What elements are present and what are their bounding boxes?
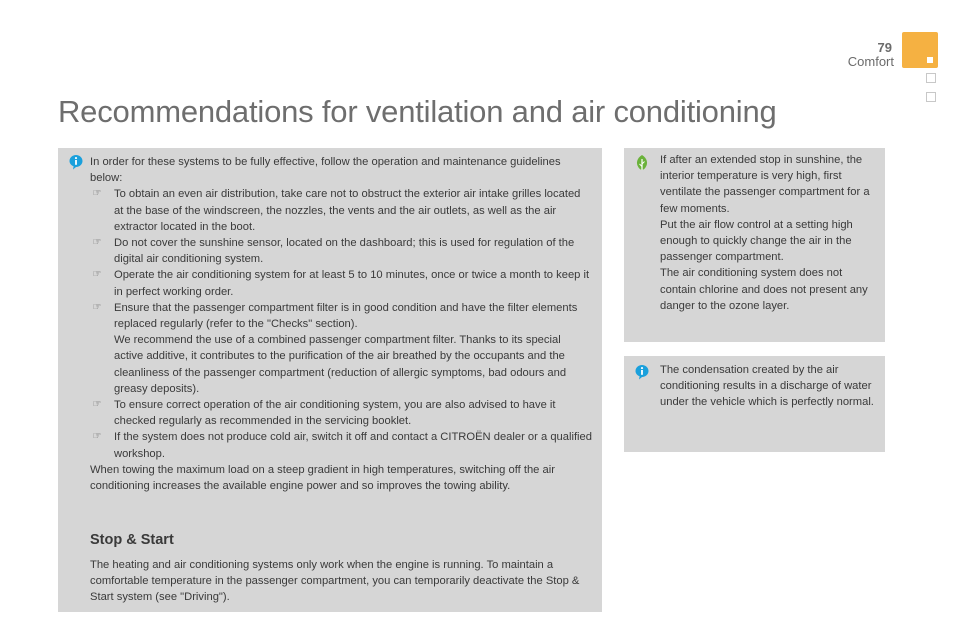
eco-tip-text bbox=[660, 152, 874, 314]
section-tab[interactable] bbox=[926, 92, 936, 102]
condensation-panel bbox=[624, 356, 885, 452]
stop-start-section bbox=[90, 557, 594, 606]
list-item-text: To ensure correct operation of the air conditioning system, you are also advised to have it checked regularly as recommended in the servicing booklet. bbox=[114, 399, 556, 428]
eco-tip-line: The air conditioning system does not contain chlorine and does not present any danger to the ozone layer. bbox=[660, 267, 868, 312]
recommendations-text bbox=[90, 154, 592, 494]
recommendations-list bbox=[90, 186, 592, 461]
pointing-hand-icon: ☞ bbox=[92, 269, 102, 281]
pointing-hand-icon: ☞ bbox=[92, 237, 102, 249]
pointing-hand-icon: ☞ bbox=[92, 431, 102, 443]
section-tab-marker bbox=[927, 57, 933, 63]
list-item-text: Do not cover the sunshine sensor, located on the dashboard; this is used for regulation of the digital air conditioning system. bbox=[114, 237, 575, 266]
recommendations-panel bbox=[58, 148, 602, 612]
condensation-text bbox=[660, 362, 874, 411]
intro-text: In order for these systems to be fully effective, follow the operation and maintenance guidelines below: bbox=[90, 156, 561, 185]
pointing-hand-icon: ☞ bbox=[92, 301, 102, 313]
info-icon bbox=[634, 364, 650, 380]
list-item bbox=[90, 300, 592, 397]
page-title: Recommendations for ventilation and air conditioning bbox=[58, 94, 777, 129]
pointing-hand-icon: ☞ bbox=[92, 188, 102, 200]
list-item bbox=[90, 429, 592, 461]
eco-tip-line: Put the air flow control at a setting high enough to quickly change the air in the passenger compartment. bbox=[660, 218, 853, 264]
pointing-hand-icon: ☞ bbox=[92, 399, 102, 411]
info-icon bbox=[68, 154, 84, 170]
list-item-text: If the system does not produce cold air, switch it off and contact a CITROËN dealer or a qualified workshop. bbox=[114, 431, 592, 460]
stop-start-text: The heating and air conditioning systems only work when the engine is running. To maintain a comfortable temperature in the passenger compartment, you can temporarily deactivate the Stop & Start system (see "Driving"). bbox=[90, 559, 580, 604]
list-item bbox=[90, 267, 592, 299]
list-item-text: Operate the air conditioning system for at least 5 to 10 minutes, once or twice a month to keep it in perfect working order. bbox=[114, 269, 590, 298]
section-name: Comfort bbox=[847, 54, 894, 69]
filter-note: We recommend the use of a combined passenger compartment filter. Thanks to its special active additive, it contributes to the purification of the air breathed by the occupants and the cleanliness of the passenger compartment (reduction of allergic symptoms, bad odours and greasy deposits). bbox=[114, 334, 567, 395]
list-item bbox=[90, 235, 592, 267]
section-tab[interactable] bbox=[926, 73, 936, 83]
stop-start-heading: Stop & Start bbox=[90, 532, 174, 548]
list-item-text: Ensure that the passenger compartment filter is in good condition and have the filter elements replaced regularly (refer to the "Checks" section). bbox=[114, 301, 578, 331]
eco-tip-line: If after an extended stop in sunshine, the interior temperature is very high, first ventilate the passenger compartment for a few moments. bbox=[660, 154, 870, 215]
list-item-text: To obtain an even air distribution, take care not to obstruct the exterior air intake grilles located at the base of the windscreen, the nozzles, the vents and the air outlets, as well as the air extractor located in the boot. bbox=[114, 188, 581, 233]
eco-tip-panel bbox=[624, 148, 885, 342]
page-number: 79 bbox=[877, 40, 892, 55]
towing-text: When towing the maximum load on a steep gradient in high temperatures, switching off the air conditioning increases the available engine power and so improves the towing ability. bbox=[90, 463, 555, 493]
list-item bbox=[90, 397, 592, 429]
eco-leaf-icon bbox=[634, 154, 650, 172]
condensation-note: The condensation created by the air conditioning results in a discharge of water under the vehicle which is perfectly normal. bbox=[660, 364, 874, 409]
list-item bbox=[90, 186, 592, 235]
